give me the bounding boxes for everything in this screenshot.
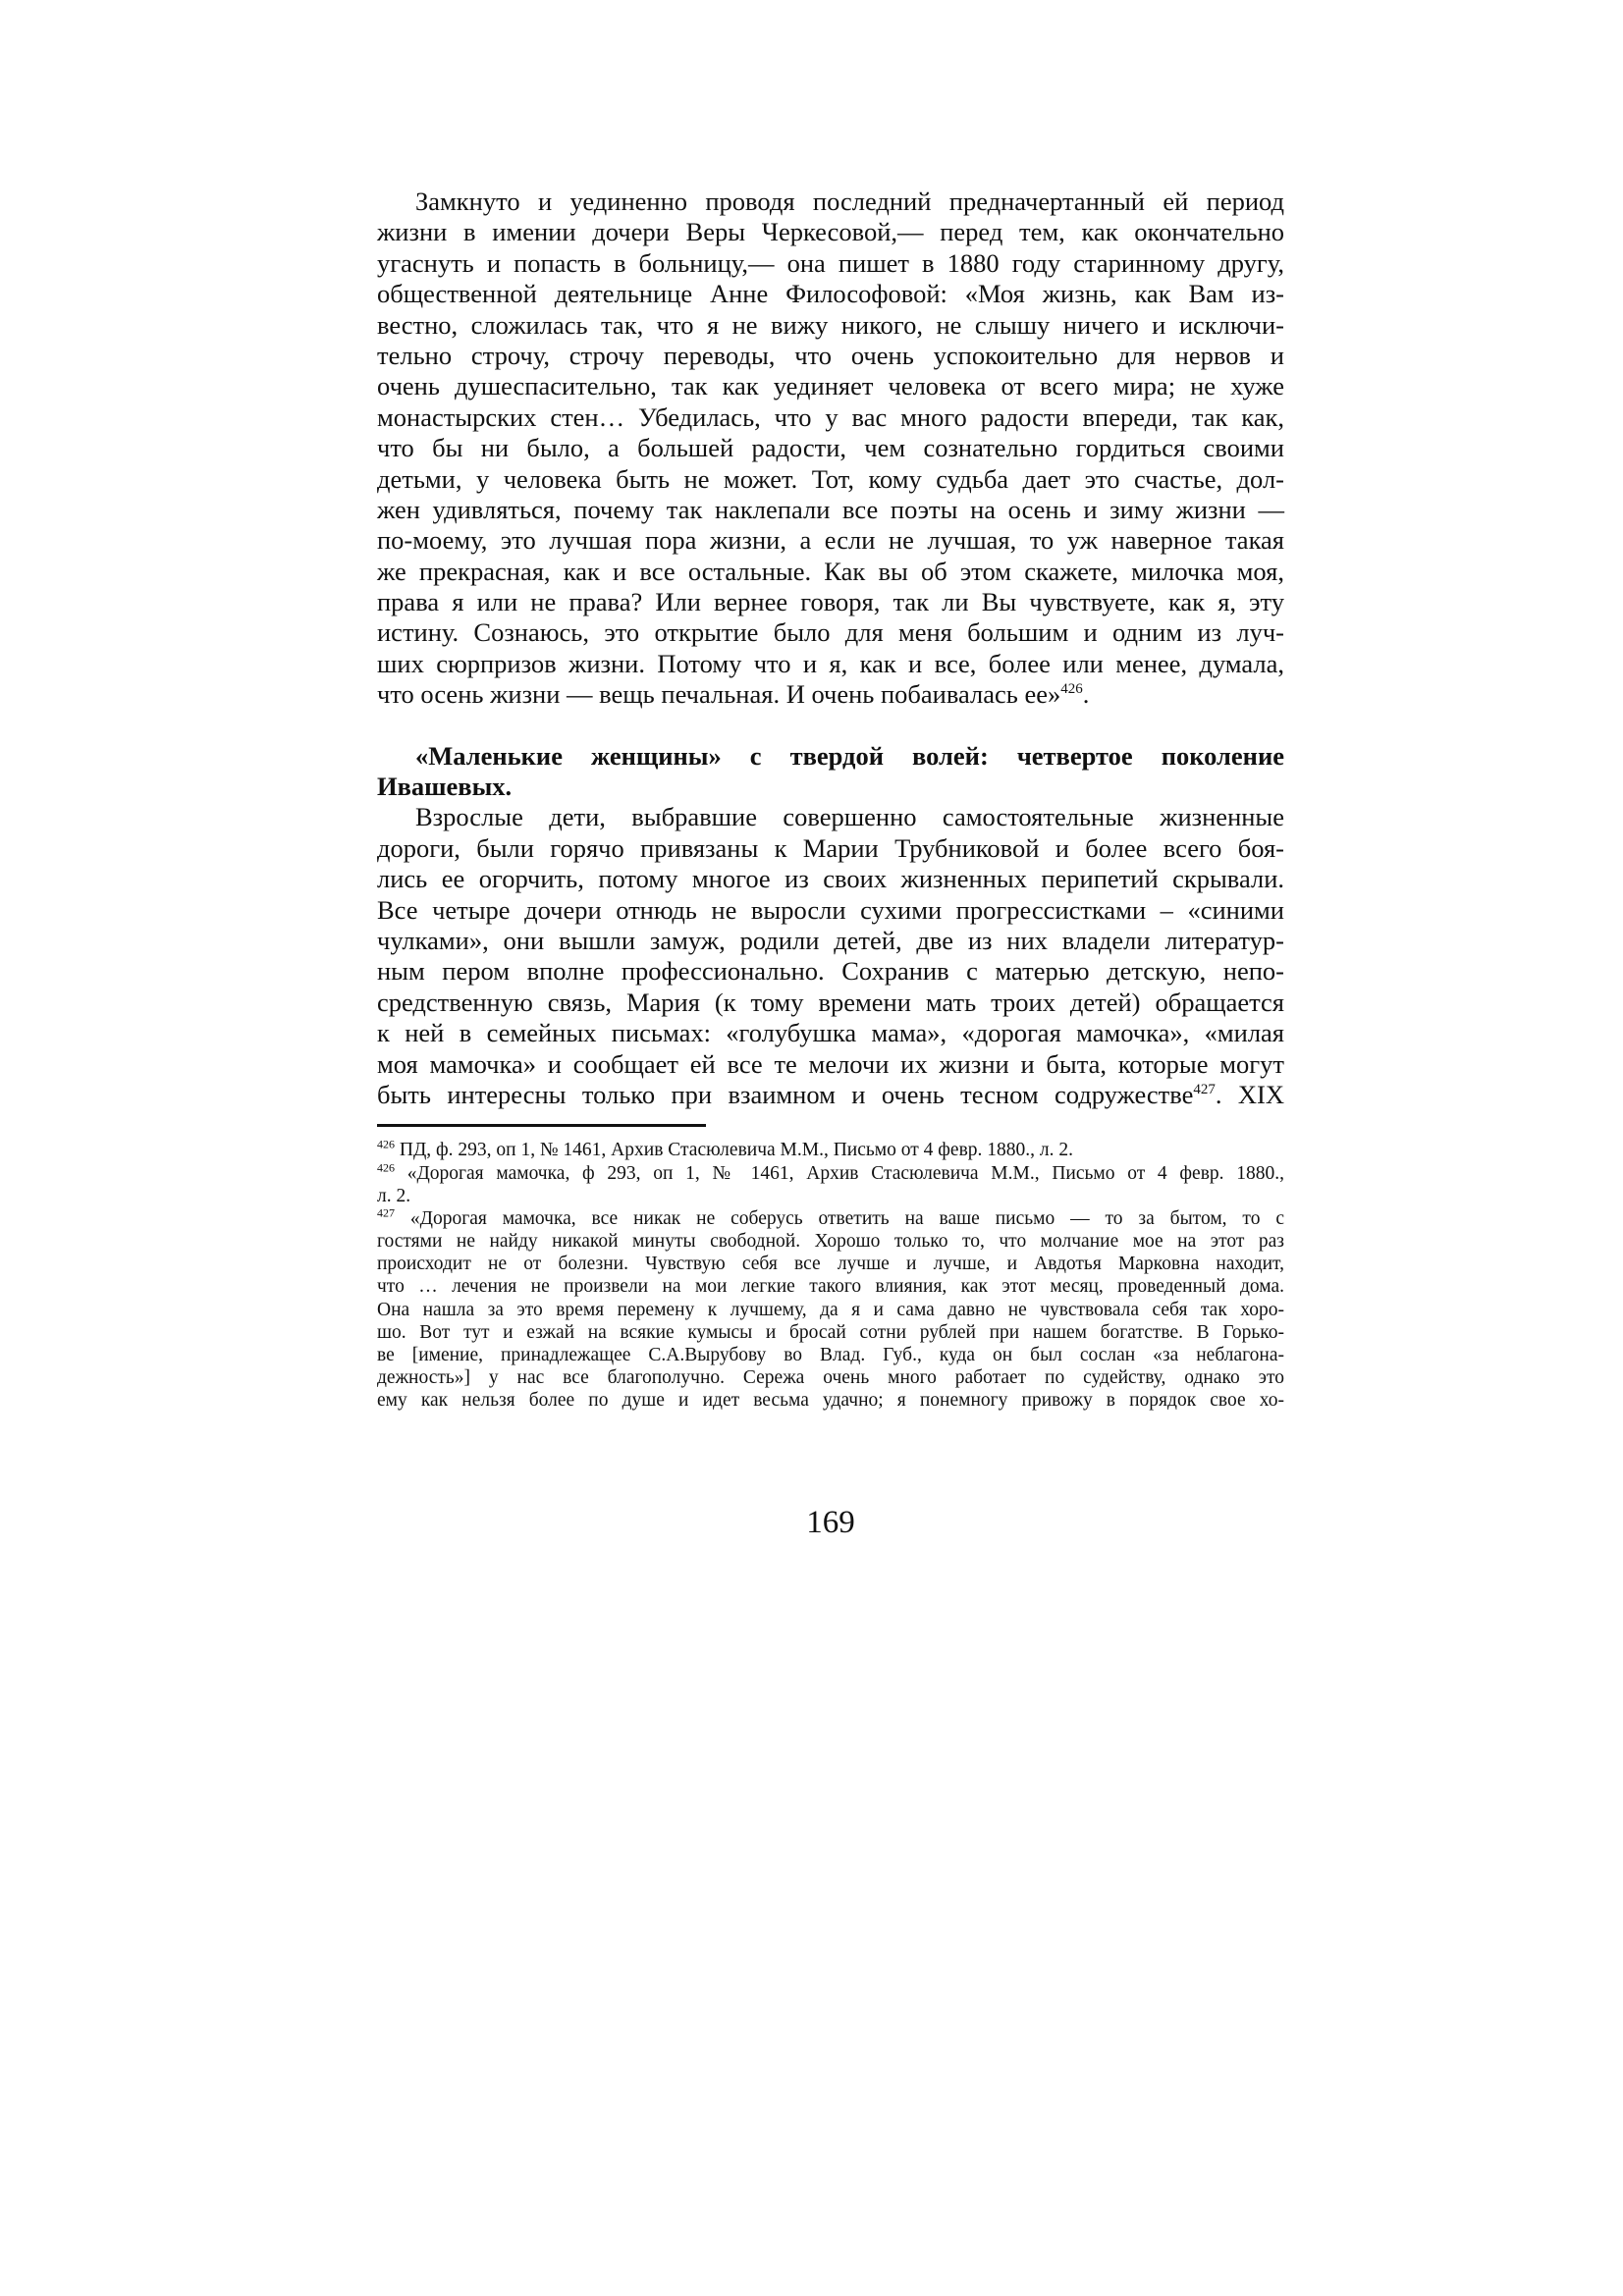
paragraph-line: детьми, у человека быть не может. Тот, кому судьба дает это счастье, дол- — [377, 463, 1284, 494]
paragraph-line: средственную связь, Мария (к тому времени мать троих детей) обращается — [377, 987, 1284, 1017]
paragraph-line: монастырских стен… Убедилась, что у вас много радости впереди, так как, — [377, 401, 1284, 432]
section-heading — [377, 741, 1284, 803]
footnote-separator — [377, 1124, 706, 1127]
footnote-text: ве [имение, принадлежащее С.А.Вырубову во Влад. Губ., куда он был сослан «за неблагона- — [377, 1345, 1284, 1366]
paragraph-line: дороги, были горячо привязаны к Марии Трубниковой и более всего боя- — [377, 832, 1284, 863]
footnote-text: ему как нельзя более по душе и идет весьма удачно; я понемногу привожу в порядок свое хо- — [377, 1390, 1284, 1412]
paragraph-line: ших сюрпризов жизни. Потому что и я, как и все, более или менее, думала, — [377, 648, 1284, 678]
paragraph-line: угаснуть и попасть в больницу,— она пишет в 1880 году старинному другу, — [377, 247, 1284, 278]
footnote-text: «Дорогая мамочка, ф 293, оп 1, № 1461, Архив Стасюлевича М.М., Письмо от 4 февр. 1880., — [406, 1162, 1284, 1184]
paragraph-line-tail: . — [1082, 679, 1090, 710]
section-heading-line: Ивашевых. — [377, 772, 513, 802]
paragraph-line-text: быть интересны только при взаимном и очень тесном содружестве — [377, 1079, 1194, 1109]
footnote-text: что … лечения не произвели на мои легкие такого влияния, как этот месяц, проведенный дома. — [377, 1276, 1284, 1298]
paragraph-last-line — [377, 1080, 1284, 1110]
footnote-text: происходит не от болезни. Чувствую себя все лучше и лучше, и Авдотья Марковна находит, — [377, 1254, 1284, 1275]
paragraph-line: жен удивляться, почему так наклепали все поэты на осень и зиму жизни — — [377, 494, 1284, 524]
paragraph-line: очень душеспасительно, так как уединяет человека от всего мира; не хуже — [377, 371, 1284, 401]
paragraph-line: права я или не права? Или вернее говоря, так ли Вы чувствуете, как я, эту — [377, 587, 1284, 617]
footnote-ref[interactable]: 427 — [1193, 1082, 1216, 1098]
footnote-text: ПД, ф. 293, оп 1, № 1461, Архив Стасюлевича М.М., Письмо от 4 февр. 1880., л. 2. — [399, 1140, 1074, 1161]
paragraph-line: Замкнуто и уединенно проводя последний предначертанный ей период — [415, 187, 1284, 216]
page-body — [377, 187, 1284, 1413]
paragraph-line: лись ее огорчить, потому многое из своих жизненных перипетий скрывали. — [377, 864, 1284, 894]
paragraph-line: к ней в семейных письмах: «голубушка мама», «дорогая мамочка», «милая — [377, 1018, 1284, 1048]
footnote-text: дежность»] у нас все благополучно. Сережа очень много работает по судейству, однако это — [377, 1367, 1284, 1389]
footnote-426-line — [377, 1139, 1284, 1161]
paragraph-line: истину. Сознаюсь, это открытие было для меня большим и одним из луч- — [377, 617, 1284, 648]
paragraph-line: по-моему, это лучшая пора жизни, а если не лучшая, то уж наверное такая — [377, 525, 1284, 556]
footnote-ref[interactable]: 426 — [1060, 681, 1083, 698]
footnote-427-line — [377, 1207, 1284, 1230]
page-number: 169 — [806, 1505, 855, 1540]
paragraph-line: чулками», они вышли замуж, родили детей, две из них владели литератур- — [377, 925, 1284, 955]
paragraph-last-line — [377, 679, 1284, 710]
footnote-number: 426 — [377, 1137, 395, 1151]
footnotes — [377, 1139, 1284, 1412]
paragraph-daughters — [377, 802, 1284, 1110]
paragraph-line: вестно, сложилась так, что я не вижу никого, не слышу ничего и исключи- — [377, 309, 1284, 340]
paragraph-line-tail: . XIX — [1215, 1079, 1284, 1109]
paragraph-line: ным пером вполне профессионально. Сохранив с матерью детскую, непо- — [377, 956, 1284, 987]
paragraph-letter — [377, 187, 1284, 711]
paragraph-line: Взрослые дети, выбравшие совершенно самостоятельные жизненные — [415, 802, 1284, 832]
paragraph-line: жизни в имении дочери Веры Черкесовой,— перед тем, как окончательно — [377, 217, 1284, 247]
footnote-text: Она нашла за это время перемену к лучшему, да я и сама давно не чувствовала себя так хоро- — [377, 1299, 1284, 1320]
footnote-text: гостями не найду никакой минуты свободной. Хорошо только то, что молчание мое на этот раз — [377, 1231, 1284, 1253]
paragraph-line: же прекрасная, как и все остальные. Как вы об этом скажете, милочка моя, — [377, 556, 1284, 586]
paragraph-line: моя мамочка» и сообщает ей все те мелочи их жизни и быта, которые могут — [377, 1048, 1284, 1079]
footnote-text: шо. Вот тут и езжай на всякие кумысы и бросай сотни рублей при нашем богатстве. В Горько- — [377, 1321, 1284, 1343]
footnote-number: 427 — [377, 1205, 395, 1220]
paragraph-line: что бы ни было, а большей радости, чем сознательно гордиться своими — [377, 433, 1284, 463]
footnote-426b-line — [377, 1162, 1284, 1185]
footnote-number: 426 — [377, 1160, 395, 1175]
paragraph-line: общественной деятельнице Анне Философовой: «Моя жизнь, как Вам из- — [377, 279, 1284, 309]
paragraph-line: Все четыре дочери отнюдь не выросли сухими прогрессистками – «синими — [377, 894, 1284, 925]
section-heading-line: «Маленькие женщины» с твердой волей: четвертое поколение — [415, 740, 1284, 771]
footnote-text: «Дорогая мамочка, все никак не соберусь ответить на ваше письмо — то за бытом, то с — [409, 1207, 1284, 1229]
footnote-text: л. 2. — [377, 1185, 411, 1206]
paragraph-line: тельно строчу, строчу переводы, что очень успокоительно для нервов и — [377, 340, 1284, 370]
paragraph-line-text: что осень жизни — вещь печальная. И очень побаивалась ее» — [377, 679, 1061, 710]
